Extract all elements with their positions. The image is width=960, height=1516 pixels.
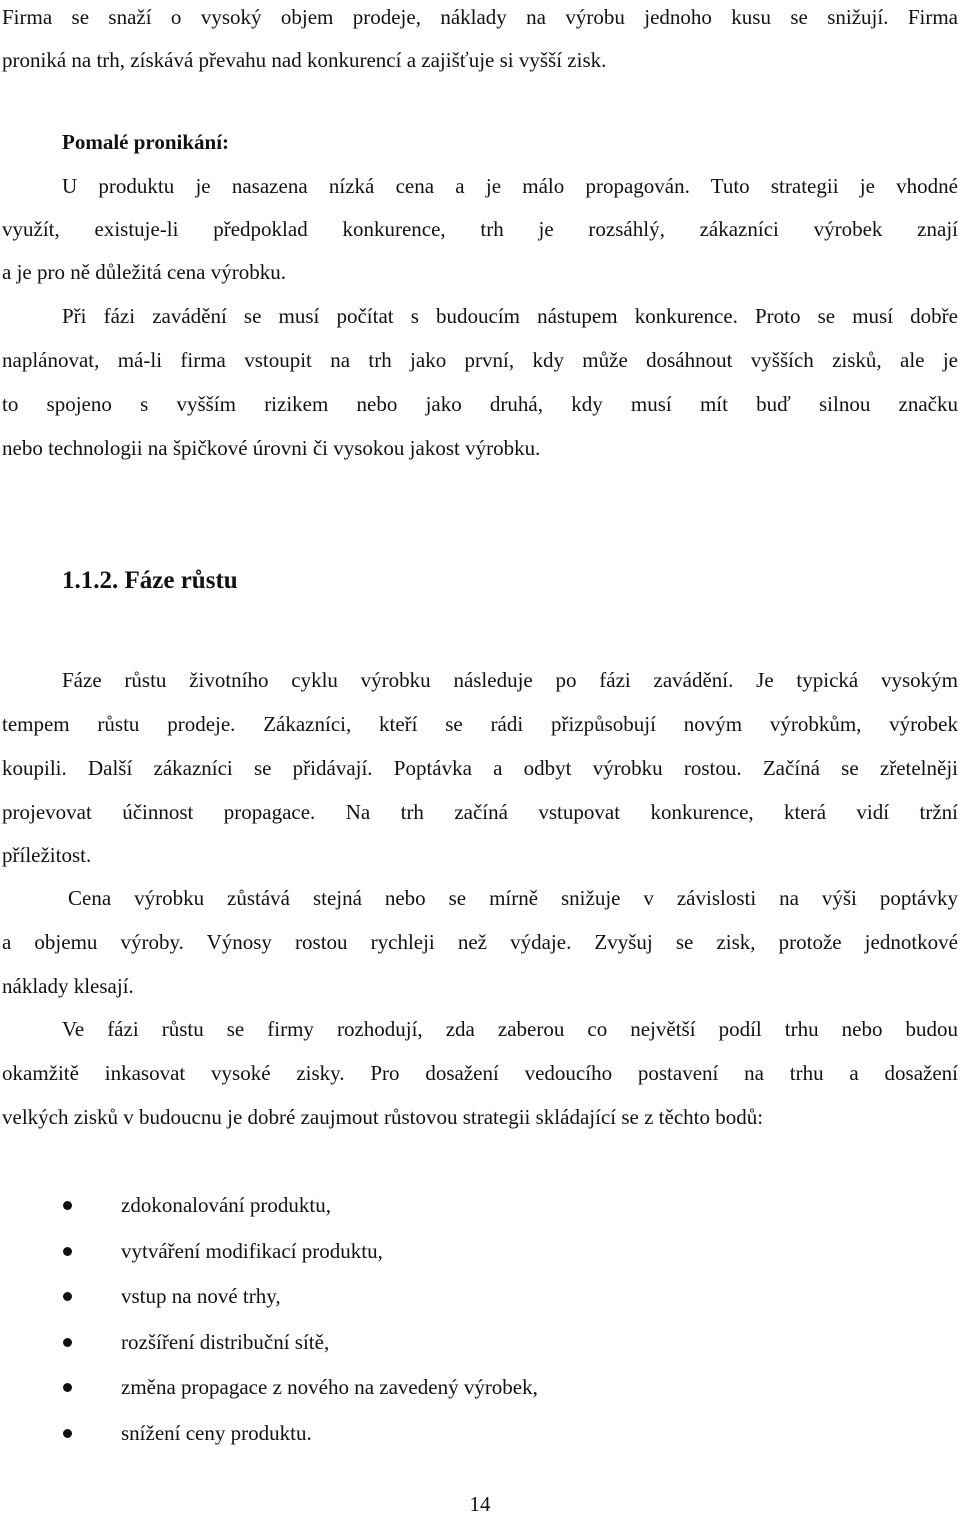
paragraph-line: okamžitě inkasovat vysoké zisky. Pro dosažení vedoucího postavení na trhu a dosažení	[2, 1061, 958, 1085]
paragraph-line: projevovat účinnost propagace. Na trh začíná vstupovat konkurence, která vidí tržní	[2, 800, 958, 824]
list-item	[2, 1284, 958, 1330]
paragraph-line: to spojeno s vyšším rizikem nebo jako druhá, kdy musí mít buď silnou značku	[2, 392, 958, 416]
bullet-icon	[63, 1292, 72, 1301]
list-item-text: vytváření modifikací produktu,	[121, 1238, 383, 1263]
list-item-text: vstup na nové trhy,	[121, 1284, 281, 1308]
section-heading: 1.1.2. Fáze růstu	[62, 567, 238, 594]
subheading-slow-penetration: Pomalé pronikání:	[62, 130, 230, 154]
document-page	[2, 0, 958, 1515]
strategy-bullet-list	[2, 1193, 958, 1466]
list-item-text: snížení ceny produktu.	[121, 1420, 312, 1445]
paragraph-line: koupili. Další zákazníci se přidávají. Poptávka a odbyt výrobku rostou. Začíná se zřetelněji	[2, 756, 958, 780]
bullet-icon	[63, 1201, 72, 1210]
list-item	[2, 1421, 958, 1467]
paragraph-line: příležitost.	[2, 843, 92, 867]
paragraph-line: nebo technologii na špičkové úrovni či vysokou jakost výrobku.	[2, 436, 541, 460]
paragraph-line: naplánovat, má-li firma vstoupit na trh jako první, kdy může dosáhnout vyšších zisků, ale je	[2, 348, 958, 372]
bullet-icon	[63, 1383, 72, 1392]
paragraph-line: Cena výrobku zůstává stejná nebo se mírně snižuje v závislosti na výši poptávky	[68, 886, 958, 910]
bullet-icon	[63, 1247, 72, 1256]
paragraph-line: náklady klesají.	[2, 974, 134, 998]
list-item	[2, 1375, 958, 1421]
list-item	[2, 1239, 958, 1285]
paragraph-line: a objemu výroby. Výnosy rostou rychleji než výdaje. Zvyšuj se zisk, protože jednotkové	[2, 930, 958, 954]
list-item	[2, 1330, 958, 1376]
paragraph-line: velkých zisků v budoucnu je dobré zaujmout růstovou strategii skládající se z těchto bodů:	[2, 1105, 764, 1129]
paragraph-line: tempem růstu prodeje. Zákazníci, kteří se rádi přizpůsobují novým výrobkům, výrobek	[2, 712, 958, 736]
paragraph-line: Fáze růstu životního cyklu výrobku následuje po fázi zavádění. Je typická vysokým	[62, 668, 958, 692]
paragraph-line: U produktu je nasazena nízká cena a je málo propagován. Tuto strategii je vhodné	[62, 174, 958, 198]
paragraph-line: využít, existuje-li předpoklad konkurence, trh je rozsáhlý, zákazníci výrobek znají	[2, 217, 958, 241]
bullet-icon	[63, 1338, 72, 1347]
list-item-text: rozšíření distribuční sítě,	[121, 1329, 330, 1354]
page-number: 14	[469, 1492, 491, 1516]
paragraph-line: Firma se snaží o vysoký objem prodeje, náklady na výrobu jednoho kusu se snižují. Firma	[2, 5, 958, 29]
list-item	[2, 1193, 958, 1239]
paragraph-line: proniká na trh, získává převahu nad konkurencí a zajišťuje si vyšší zisk.	[2, 48, 607, 72]
paragraph-line: Ve fázi růstu se firmy rozhodují, zda zaberou co největší podíl trhu nebo budou	[62, 1017, 958, 1041]
paragraph-line: Při fázi zavádění se musí počítat s budoucím nástupem konkurence. Proto se musí dobře	[62, 304, 958, 328]
list-item-text: zdokonalování produktu,	[121, 1193, 331, 1217]
list-item-text: změna propagace z nového na zavedený výrobek,	[121, 1375, 538, 1399]
bullet-icon	[63, 1429, 72, 1438]
paragraph-line: a je pro ně důležitá cena výrobku.	[2, 260, 286, 284]
